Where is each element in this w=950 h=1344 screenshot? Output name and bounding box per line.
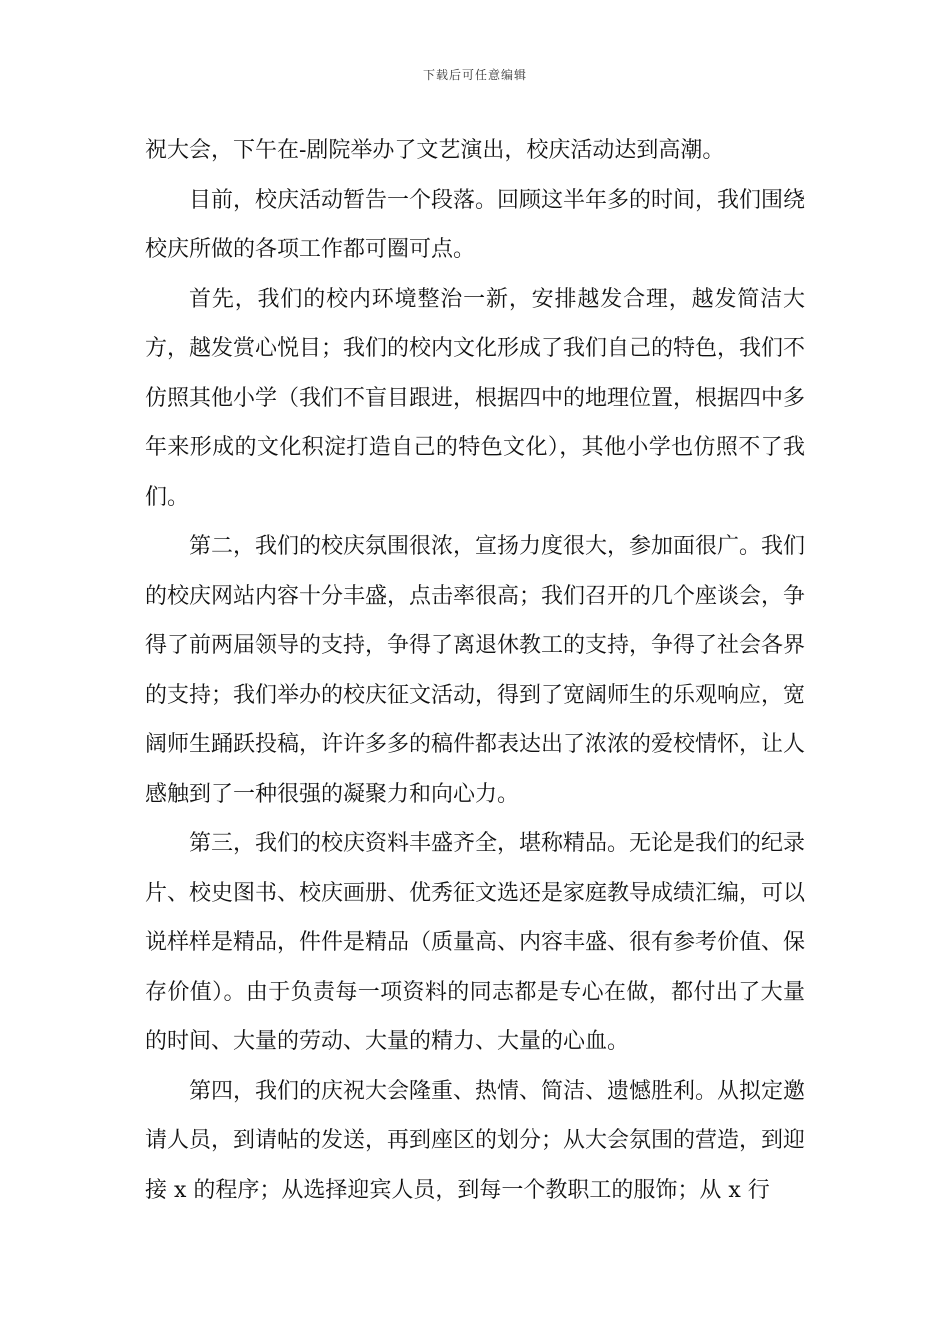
paragraph-6: 第四，我们的庆祝大会隆重、热情、简洁、遗憾胜利。从拟定邀请人员，到请帖的发送，再到座区的划分；从大会氛围的营造，到迎接 x 的程序；从选择迎宾人员，到每一个教职工的服饰；从 x 行 (145, 1078, 806, 1203)
page-header: 下载后可任意编辑 (422, 68, 527, 82)
paragraph-3: 首先，我们的校内环境整治一新，安排越发合理，越发简洁大方，越发赏心悦目；我们的校内文化形成了我们自己的特色，我们不仿照其他小学（我们不盲目跟进，根据四中的地理位置，根据四中多年来形成的文化积淀打造自己的特色文化），其他小学也仿照不了我们。 (145, 286, 806, 510)
paragraph-2: 目前，校庆活动暂告一个段落。回顾这半年多的时间，我们围绕校庆所做的各项工作都可圈可点。 (145, 187, 806, 262)
paragraph-1: 祝大会，下午在-剧院举办了文艺演出，校庆活动达到高潮。 (145, 138, 725, 163)
document-body (145, 126, 805, 1215)
paragraph-4: 第二，我们的校庆氛围很浓，宣扬力度很大，参加面很广。我们的校庆网站内容十分丰盛，点击率很高；我们召开的几个座谈会，争得了前两届领导的支持，争得了离退休教工的支持，争得了社会各界的支持；我们举办的校庆征文活动，得到了宽阔师生的乐观响应，宽阔师生踊跃投稿，许许多多的稿件都表达出了浓浓的爱校情怀，让人感触到了一种很强的凝聚力和向心力。 (145, 534, 806, 807)
paragraph-5: 第三，我们的校庆资料丰盛齐全，堪称精品。无论是我们的纪录片、校史图书、校庆画册、优秀征文选还是家庭教导成绩汇编，可以说样样是精品，件件是精品（质量高、内容丰盛、很有参考价值、保存价值）。由于负责每一项资料的同志都是专心在做，都付出了大量的时间、大量的劳动、大量的精力、大量的心血。 (145, 831, 806, 1054)
